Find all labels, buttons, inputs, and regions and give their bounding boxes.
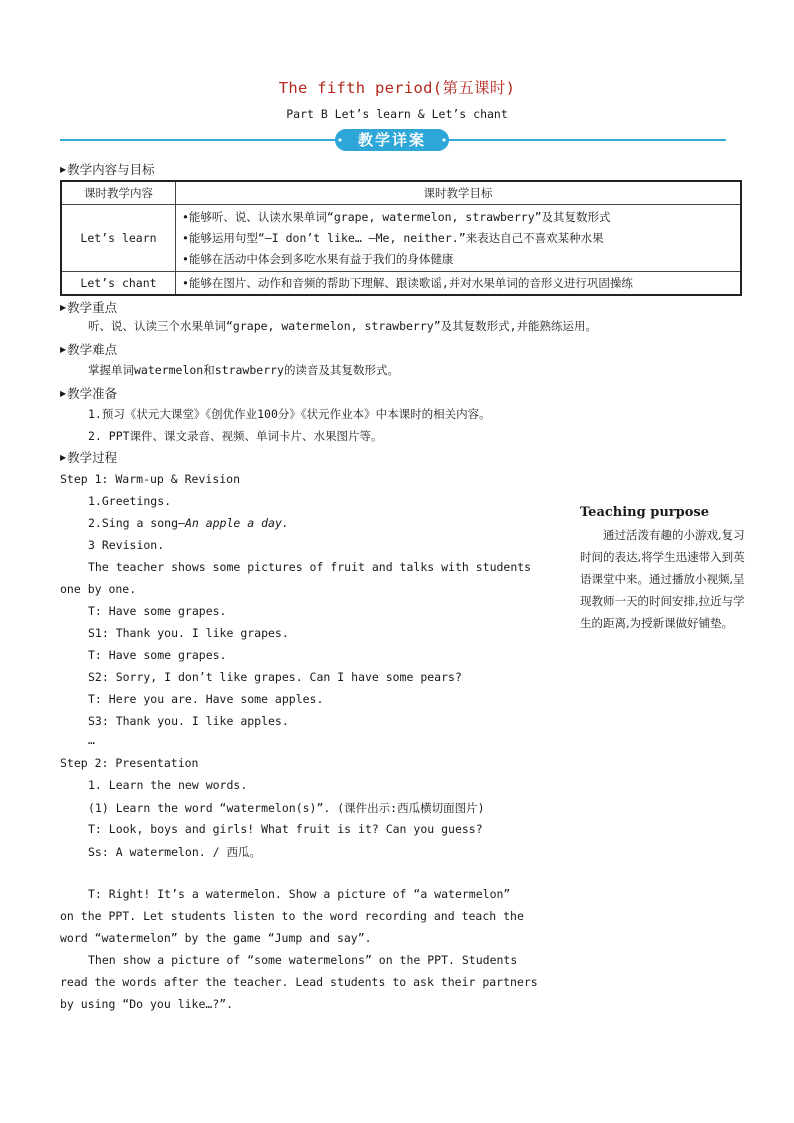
step1-description: one by one. [60, 582, 137, 596]
step1-revision: 3 Revision. [88, 538, 165, 552]
table-cell-content: Let’s chant [61, 272, 176, 296]
table-cell-content: Let’s learn [61, 205, 176, 272]
sidebar-title: Teaching purpose [580, 505, 709, 520]
table-header-goals: 课时教学目标 [176, 181, 742, 205]
dialogue-line: S1: Thank you. I like grapes. [88, 626, 289, 640]
step2-title: Step 2: Presentation [60, 756, 199, 770]
table-row [61, 205, 741, 272]
dialogue-line: S3: Thank you. I like apples. [88, 714, 289, 728]
step2-word: (1) Learn the word “watermelon(s)”. (课件出示:西瓜横切面图片) [88, 801, 485, 815]
step1-greetings: 1.Greetings. [88, 494, 172, 508]
dialogue-line: T: Here you are. Have some apples. [88, 692, 324, 706]
paragraph-line: on the PPT. Let students listen to the word recording and teach the [60, 909, 524, 923]
goal-item: •能够运用句型“—I don’t like… —Me, neither.”来表达自己不喜欢某种水果 [182, 230, 604, 245]
triangle-icon: ▶ [60, 303, 67, 312]
step1-description: The teacher shows some pictures of fruit and talks with students [88, 560, 532, 574]
step1-title: Step 1: Warm-up & Revision [60, 472, 241, 486]
song-title: An apple a day. [184, 516, 289, 530]
paragraph-line: by using “Do you like…?”. [60, 997, 234, 1011]
paragraph-line: Then show a picture of “some watermelons” on the PPT. Students [88, 953, 518, 967]
sidebar-text: 通过活泼有趣的小游戏,复习时间的表达,将学生迅速带入到英语课堂中来。通过播放小视频,呈现教师一天的时间安排,拉近与学生的距离,为授新课做好铺垫。 [580, 528, 745, 630]
triangle-icon: ▶ [60, 165, 67, 174]
table-header-content: 课时教学内容 [61, 181, 176, 205]
page-subtitle: Part B Let’s learn & Let’s chant [286, 107, 508, 121]
key-points-text: 听、说、认读三个水果单词“grape, watermelon, strawberry”及其复数形式,并能熟练运用。 [88, 319, 598, 333]
difficult-points-text: 掌握单词watermelon和strawberry的读音及其复数形式。 [88, 363, 399, 377]
goal-item: •能够在图片、动作和音频的帮助下理解、跟读歌谣,并对水果单词的音形义进行巩固操练 [182, 275, 633, 290]
goal-item: •能够在活动中体会到多吃水果有益于我们的身体健康 [182, 251, 454, 266]
section-heading-key-points: ▶教学重点 [60, 300, 118, 315]
dialogue-line: … [88, 733, 95, 747]
triangle-icon: ▶ [60, 453, 67, 462]
section-heading-difficult-points: ▶教学难点 [60, 342, 118, 357]
paragraph-line: read the words after the teacher. Lead students to ask their partners [60, 975, 538, 989]
paragraph-line: T: Right! It’s a watermelon. Show a picture of “a watermelon” [88, 887, 511, 901]
banner-label: 教学详案 [357, 131, 426, 149]
section-heading-preparation: ▶教学准备 [60, 386, 118, 401]
section-heading-content-goals: ▶教学内容与目标 [60, 162, 155, 177]
paragraph-line: word “watermelon” by the game “Jump and say”. [60, 931, 372, 945]
triangle-icon: ▶ [60, 345, 67, 354]
preparation-item: 1.预习《状元大课堂》《创优作业100分》《状元作业本》中本课时的相关内容。 [88, 407, 491, 421]
step2-teacher-question: T: Look, boys and girls! What fruit is it? Can you guess? [88, 822, 483, 836]
table-cell-goals [176, 272, 742, 296]
table-row [61, 272, 741, 296]
section-heading-process: ▶教学过程 [60, 450, 118, 465]
dialogue-line: S2: Sorry, I don’t like grapes. Can I have some pears? [88, 670, 462, 684]
banner-rule-right [444, 139, 726, 141]
step1-sing: 2.Sing a song—An apple a day. [88, 516, 289, 530]
goal-item: •能够听、说、认读水果单词“grape, watermelon, strawberry”及其复数形式 [182, 209, 611, 224]
goals-table [60, 180, 742, 296]
dialogue-line: T: Have some grapes. [88, 604, 227, 618]
preparation-item: 2. PPT课件、课文录音、视频、单词卡片、水果图片等。 [88, 429, 383, 443]
step2-students-answer: Ss: A watermelon. / 西瓜。 [88, 845, 261, 859]
banner-rule-left [60, 139, 340, 141]
table-cell-goals [176, 205, 742, 272]
dialogue-line: T: Have some grapes. [88, 648, 227, 662]
table-header-row [61, 181, 741, 205]
page-title: The fifth period(第五课时) [278, 79, 516, 97]
step2-learn: 1. Learn the new words. [88, 778, 248, 792]
triangle-icon: ▶ [60, 389, 67, 398]
